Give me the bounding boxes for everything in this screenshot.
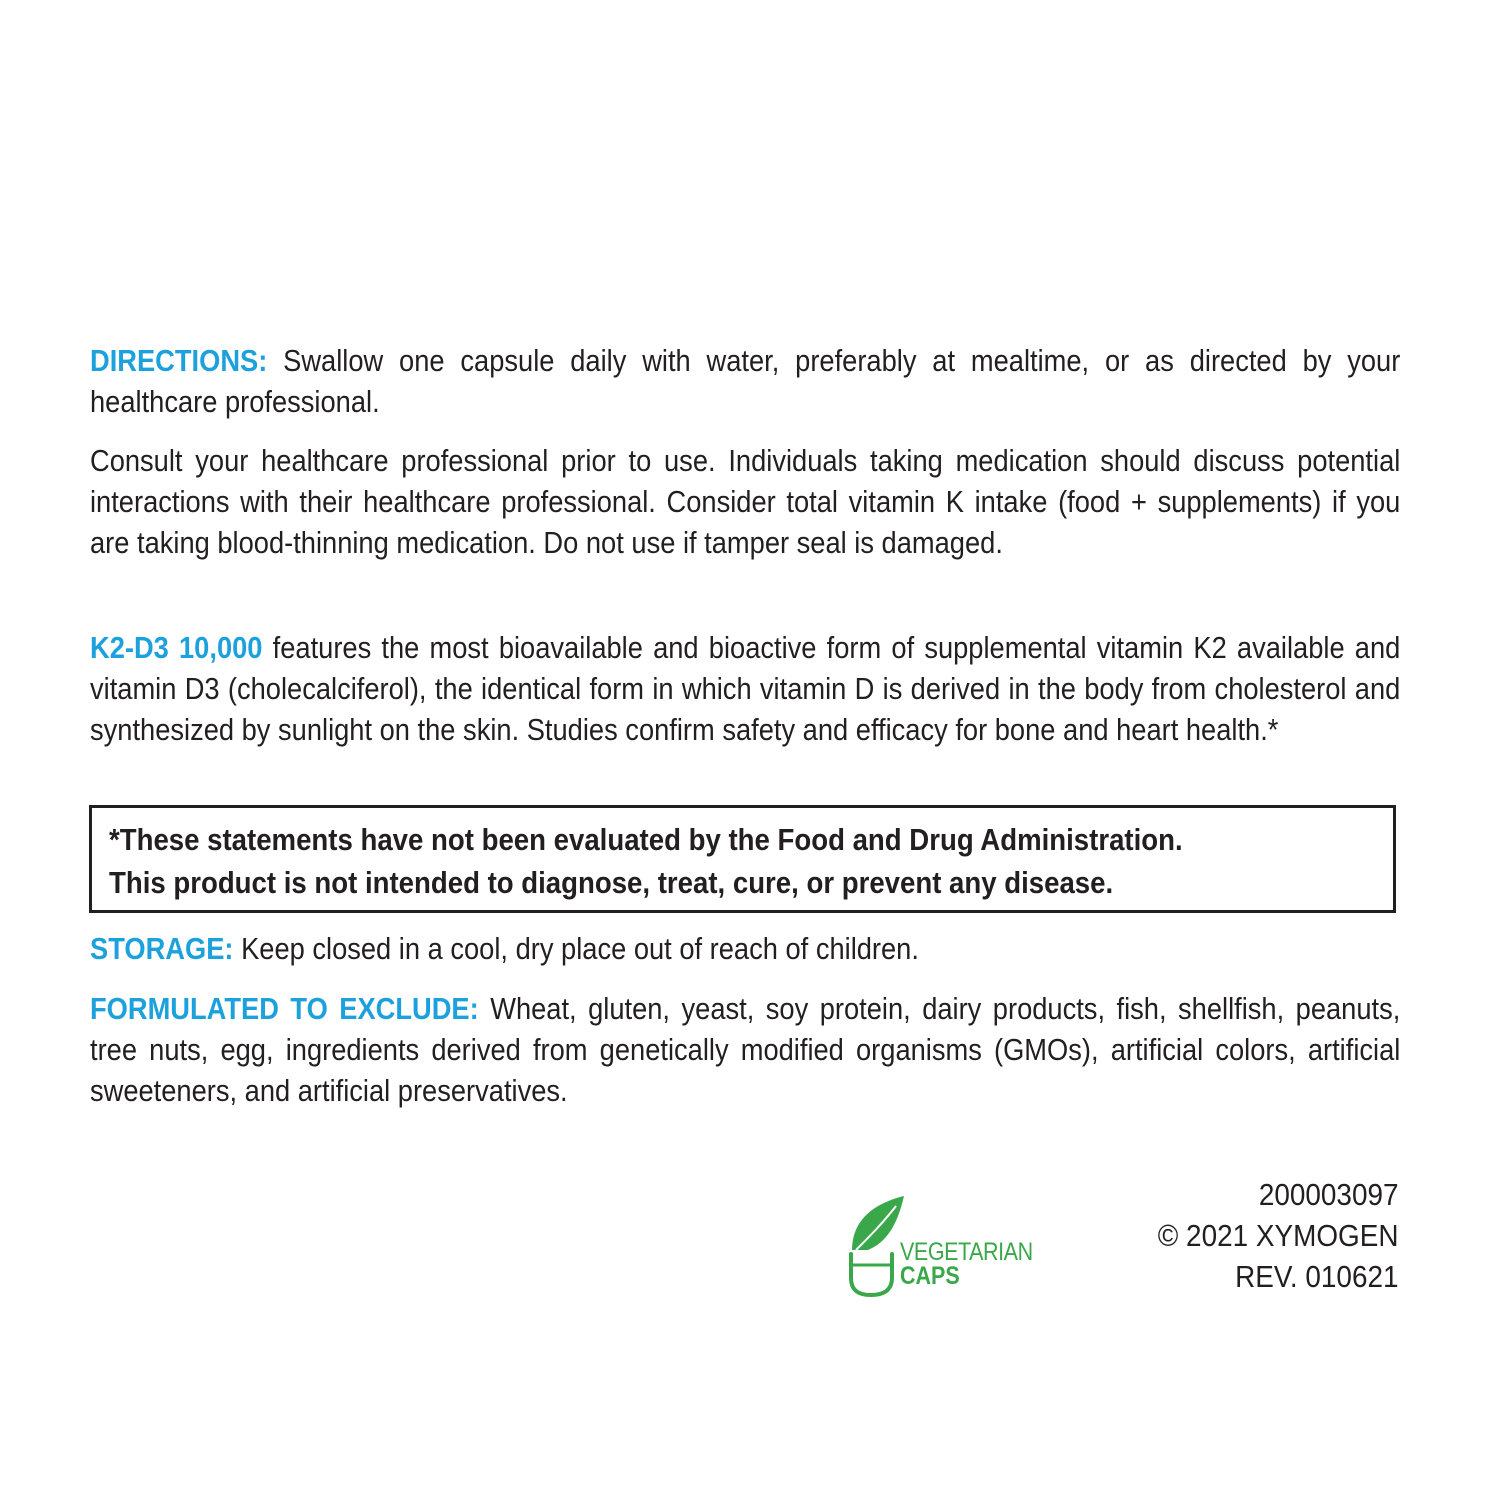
- product-description-text: features the most bioavailable and bioactive form of supplemental vitamin K2 available and vitamin D3 (cholecalciferol), the identical form in which vitamin D is derived in the body from cholesterol and synthesized by sunlight on the skin. Studies confirm safety and efficacy for bone and heart health.*: [90, 630, 1401, 747]
- storage-text: Keep closed in a cool, dry place out of reach of children.: [233, 931, 919, 966]
- directions-text: Swallow one capsule daily with water, preferably at mealtime, or as directed by your healthcare professional.: [90, 343, 1401, 419]
- product-codes: [1131, 1174, 1399, 1297]
- lot-number: 200003097: [1258, 1177, 1398, 1212]
- consult-text: Consult your healthcare professional prior to use. Individuals taking medication should discuss potential interactions with their healthcare professional. Consider total vitamin K intake (food + supplements) if you are taking blood-thinning medication. Do not use if tamper seal is damaged.: [90, 443, 1401, 560]
- fda-disclaimer-text: [109, 818, 1373, 904]
- caps-text: CAPS: [900, 1262, 960, 1290]
- fda-disclaimer-line1: *These statements have not been evaluated by the Food and Drug Administration.: [109, 822, 1183, 857]
- copyright-text: © 2021 XYMOGEN: [1157, 1218, 1398, 1253]
- storage-label: STORAGE:: [90, 931, 234, 966]
- revision-number: REV. 010621: [1234, 1259, 1398, 1294]
- product-name-label: K2-D3 10,000: [90, 630, 263, 665]
- exclude-text: Wheat, gluten, yeast, soy protein, dairy products, fish, shellfish, peanuts, tree nuts, egg, ingredients derived from genetically modified organisms (GMOs), artificial colors, artificial sweeteners, and artificial preservatives.: [90, 991, 1401, 1108]
- consult-paragraph: [90, 440, 1400, 563]
- directions-label: DIRECTIONS:: [90, 343, 268, 378]
- fda-disclaimer-box: [89, 805, 1396, 913]
- vegetarian-caps-badge: [846, 1192, 1066, 1302]
- exclude-paragraph: [90, 988, 1400, 1111]
- exclude-label: FORMULATED TO EXCLUDE:: [90, 991, 479, 1026]
- product-description-paragraph: [90, 627, 1400, 750]
- fda-disclaimer-line2: This product is not intended to diagnose, treat, cure, or prevent any disease.: [109, 865, 1114, 900]
- vegetarian-text: VEGETARIAN: [900, 1238, 1033, 1266]
- storage-paragraph: [90, 928, 1400, 969]
- directions-paragraph: [90, 340, 1400, 422]
- leaf-capsule-icon: [846, 1192, 906, 1297]
